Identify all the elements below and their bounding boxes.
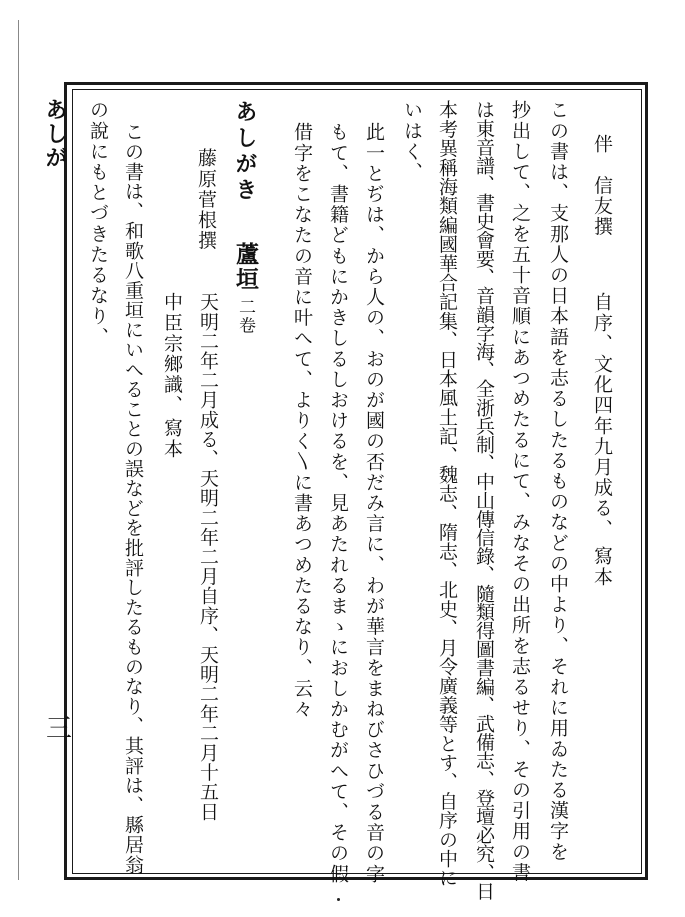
entry1-preface-note: 自序、文化四年九月成る、 <box>591 292 613 540</box>
entry2-author: 藤原菅根撰 <box>195 148 217 251</box>
entry1-body-line: いはく、 <box>401 100 423 183</box>
entry2-body-line: この書は、和歌八重垣にいへることの誤などを批評したるものなり、其評は、縣居翁 <box>122 122 144 875</box>
binding-edge-line <box>18 20 19 880</box>
entry1-body-line: 抄出して、之を五十音順にあつめたるにて、みなその出所を志るせり、その引用の書 <box>509 100 531 883</box>
print-speck <box>337 898 340 901</box>
entry2-volumes: 二卷 <box>235 298 255 336</box>
entry1-body-line: は東音譜、書史會要、音韻字海、全浙兵制、中山傳信錄、隨類得圖書編、武備志、登壇必究、日 <box>473 100 495 900</box>
entry2-title: 蘆垣 <box>232 242 259 292</box>
page-number: 三 <box>46 714 73 744</box>
entry2-copy-type: 寫本 <box>161 418 183 460</box>
entry2-copyist: 中臣宗鄉識、 <box>161 292 183 416</box>
entry1-copy-type: 寫本 <box>591 546 613 588</box>
entry2-date-note: 天明二年二月成る、天明二年二月自序、天明二年二月十五日 <box>197 292 219 822</box>
entry1-body-line: 本考異稱海類編國華合記集、日本風土記、魏志、隋志、北史、月令廣義等とす、自序の中に <box>436 100 458 888</box>
entry1-quote-line: もて、書籍どもにかきしるしおけるを、見あたれるまゝにおしかむがへて、その假 <box>327 122 349 885</box>
running-head: あしが <box>42 98 68 170</box>
entry1-quote-line: 借字をこなたの音に叶へて、よりく〵に書あつめたるなり、云々 <box>291 122 313 720</box>
entry2-heading: あしがき <box>232 100 258 204</box>
entry2-body-line: の說にもとづきたるなり、 <box>87 100 109 348</box>
entry1-body-line: この書は、支那人の日本語を志るしたるものなどの中より、それに用ゐたる漢字を <box>547 100 569 863</box>
entry1-quote-line: 此一とぢは、から人の、おのが國の否だみ言に、わが華言をまねびさひづる音の字 <box>363 122 385 885</box>
entry1-author: 伴 信友撰 <box>591 134 613 237</box>
